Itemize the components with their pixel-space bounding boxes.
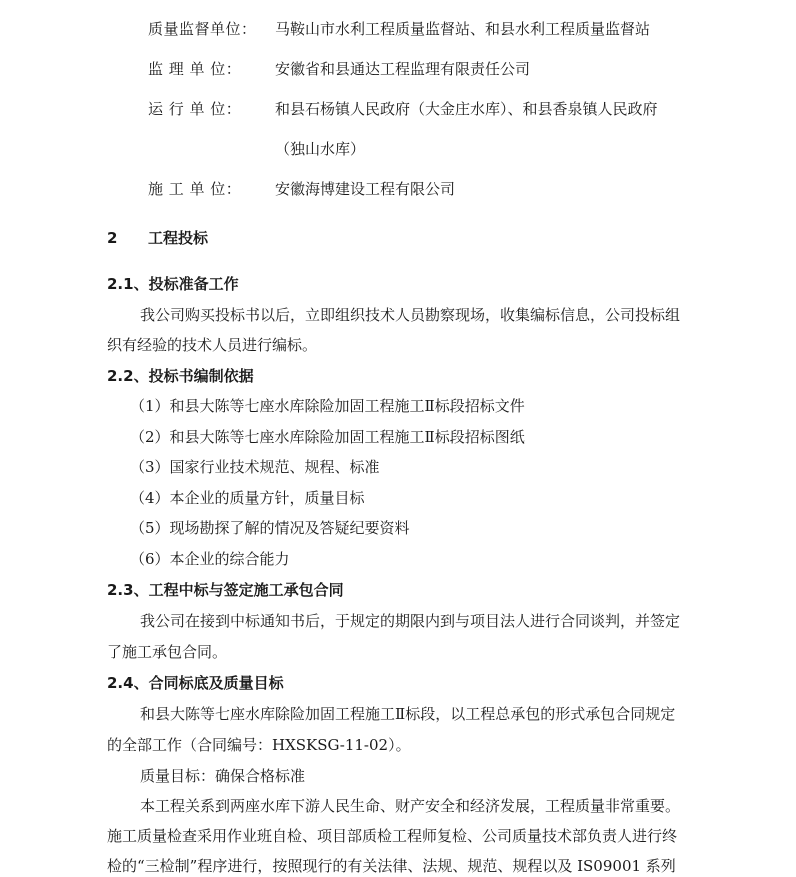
contractor-label: 施 工 单 位： xyxy=(148,180,242,198)
supervisor-value: 安徽省和县通达工程监理有限责任公司 xyxy=(275,60,531,78)
list-item: （5）现场勘探了解的情况及答疑纪要资料 xyxy=(130,519,410,537)
heading-2-4: 2.4、合同标底及质量目标 xyxy=(107,674,284,692)
quality-supervision-value: 马鞍山市水利工程质量监督站、和县水利工程质量监督站 xyxy=(275,20,651,38)
contractor-value: 安徽海博建设工程有限公司 xyxy=(275,180,456,198)
quality-goal: 质量目标：确保合格标准 xyxy=(140,767,306,785)
para2-2-4-line3: 检的“三检制”程序进行，按照现行的有关法律、法规、规范、规程以及 IS09001 系列 xyxy=(107,857,676,875)
para-2-1-line2: 织有经验的技术人员进行编标。 xyxy=(107,336,318,354)
heading-2-1: 2.1、投标准备工作 xyxy=(107,275,239,293)
section-number: 2 xyxy=(107,229,118,247)
para2-2-4-line1: 本工程关系到两座水库下游人民生命、财产安全和经济发展，工程质量非常重要。 xyxy=(140,797,681,815)
para-2-4-line1: 和县大陈等七座水库除险加固工程施工Ⅱ标段，以工程总承包的形式承包合同规定 xyxy=(140,705,676,723)
operator-value-cont: （独山水库） xyxy=(275,140,366,158)
operator-value: 和县石杨镇人民政府（大金庄水库）、和县香泉镇人民政府 xyxy=(275,100,658,118)
list-item: （4）本企业的质量方针，质量目标 xyxy=(130,489,365,507)
supervisor-label: 监 理 单 位： xyxy=(148,60,242,78)
list-item: （3）国家行业技术规范、规程、标准 xyxy=(130,458,380,476)
heading-2-3: 2.3、工程中标与签定施工承包合同 xyxy=(107,581,344,599)
quality-supervision-label: 质量监督单位： xyxy=(148,20,257,38)
list-item: （1）和县大陈等七座水库除险加固工程施工Ⅱ标段招标文件 xyxy=(130,397,525,415)
list-item: （6）本企业的综合能力 xyxy=(130,550,290,568)
para-2-3-line2: 了施工承包合同。 xyxy=(107,643,228,661)
para-2-4-line2: 的全部工作（合同编号：HXSKSG-11-02）。 xyxy=(107,736,411,754)
list-item: （2）和县大陈等七座水库除险加固工程施工Ⅱ标段招标图纸 xyxy=(130,428,525,446)
para2-2-4-line2: 施工质量检查采用作业班自检、项目部质检工程师复检、公司质量技术部负责人进行终 xyxy=(107,827,678,845)
section-title: 工程投标 xyxy=(148,229,209,247)
heading-2-2: 2.2、投标书编制依据 xyxy=(107,367,254,385)
operator-label: 运 行 单 位： xyxy=(148,100,242,118)
para-2-1-line1: 我公司购买投标书以后，立即组织技术人员勘察现场，收集编标信息，公司投标组 xyxy=(140,306,681,324)
para-2-3-line1: 我公司在接到中标通知书后，于规定的期限内到与项目法人进行合同谈判，并签定 xyxy=(140,612,681,630)
